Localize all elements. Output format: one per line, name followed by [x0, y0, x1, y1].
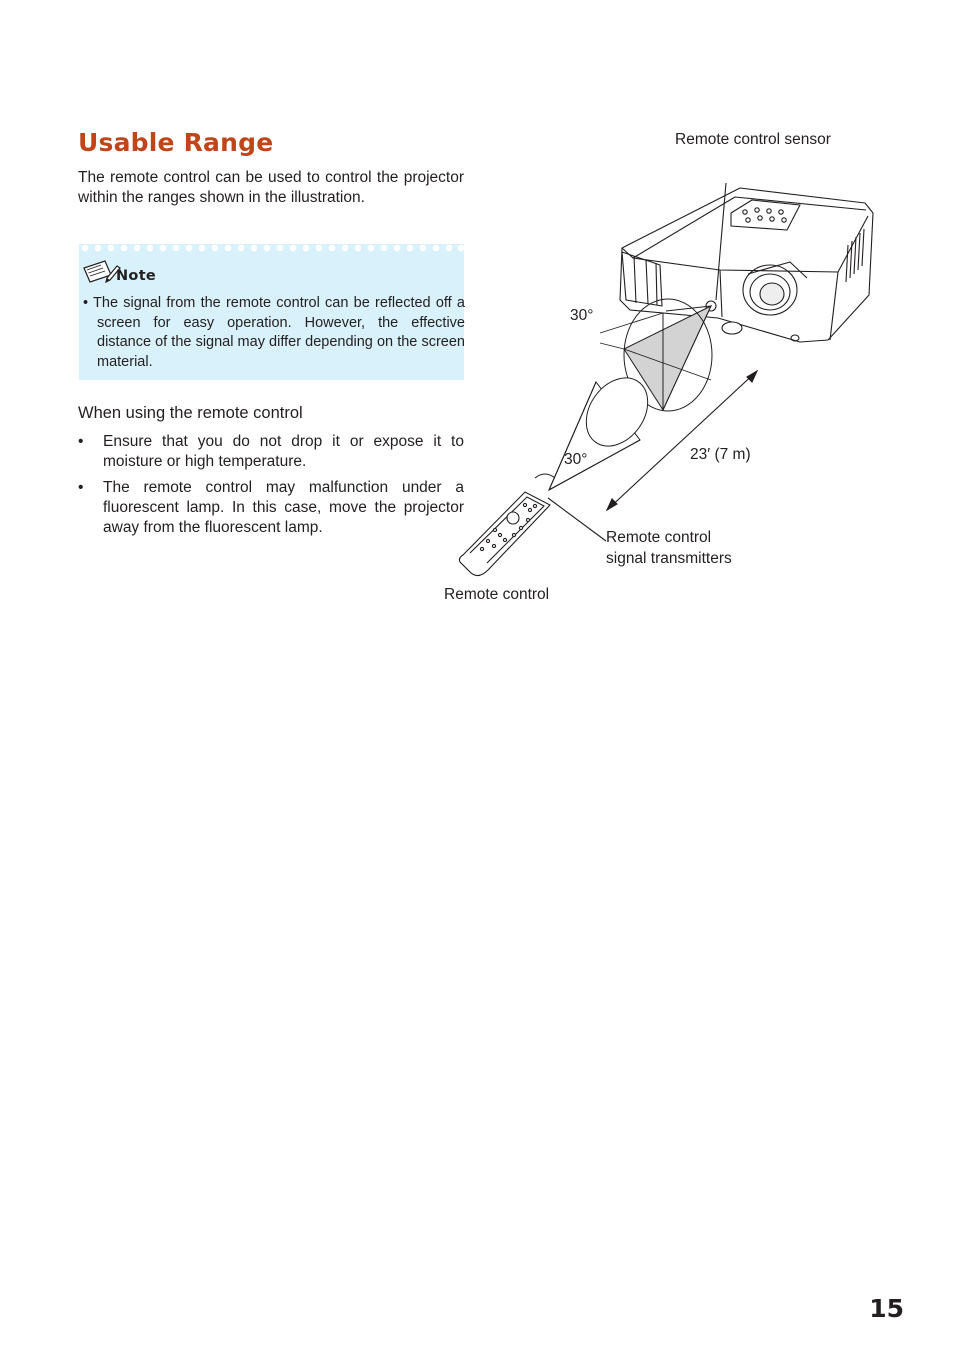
usage-list — [78, 432, 464, 544]
list-item-text: Ensure that you do not drop it or expose it to moisture or high temperature. — [103, 433, 464, 470]
page-number: 15 — [869, 1294, 904, 1323]
list-item — [78, 432, 464, 472]
projector-angle-label: 30° — [570, 307, 594, 324]
remote-angle-label: 30° — [564, 451, 588, 468]
bullet-mark: • — [78, 433, 84, 450]
transmitters-label-line2: signal transmitters — [606, 550, 732, 567]
note-dotted-border — [79, 244, 464, 256]
intro-paragraph: The remote control can be used to control the projector within the ranges shown in the illustration. — [78, 169, 464, 206]
list-item-text: The remote control may malfunction under a fluorescent lamp. In this case, move the projector away from the fluorescent lamp. — [103, 479, 464, 536]
note-label: Note — [116, 268, 157, 284]
bullet-mark: • — [78, 479, 84, 496]
remote-control-drawing — [459, 492, 606, 576]
note-box — [79, 244, 464, 380]
note-text — [83, 294, 465, 372]
note-body: The signal from the remote control can be reflected off a screen for easy operation. However, the effective distance of the signal may differ depending on the screen material. — [93, 295, 465, 370]
sensor-label: Remote control sensor — [675, 131, 831, 148]
transmitters-label — [606, 527, 732, 569]
distance-label: 23′ (7 m) — [690, 446, 751, 463]
remote-label: Remote control — [444, 586, 550, 603]
list-item — [78, 478, 464, 538]
note-bullet: • — [83, 295, 89, 311]
pencil-note-icon — [81, 258, 121, 290]
transmitters-label-line1: Remote control — [606, 529, 712, 546]
section-title: Usable Range — [78, 128, 274, 157]
usage-heading: When using the remote control — [78, 404, 303, 422]
